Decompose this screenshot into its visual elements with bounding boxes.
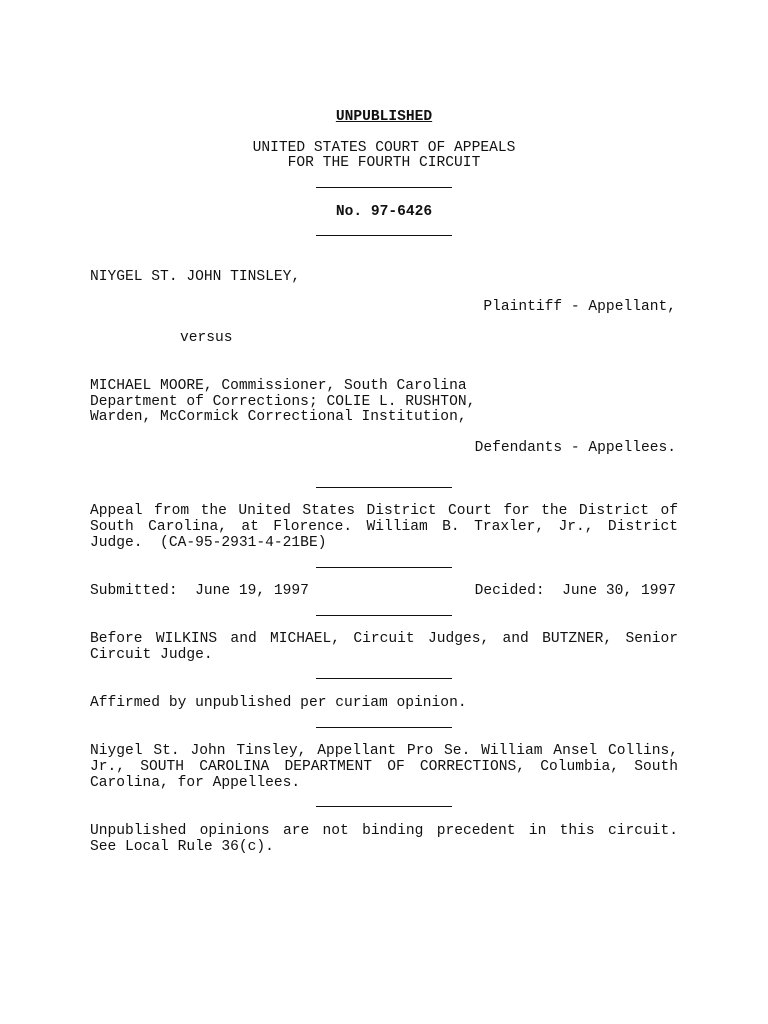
appeal-line1: Appeal from the United States District Court for the District of — [90, 503, 678, 519]
disposition-text: Affirmed by unpublished per curiam opinion. — [90, 695, 467, 711]
court-name-line2: FOR THE FOURTH CIRCUIT — [287, 155, 481, 171]
defendants-line2: Department of Corrections; COLIE L. RUSHTON, — [90, 394, 476, 410]
unpublished-heading: UNPUBLISHED — [335, 109, 433, 125]
divider-rule — [316, 615, 452, 616]
decided-date: Decided: June 30, 1997 — [474, 583, 676, 599]
panel-paragraph — [90, 631, 678, 663]
defendants-role: Defendants - Appellees. — [474, 440, 676, 456]
defendants-line3: Warden, McCormick Correctional Institution, — [90, 409, 467, 425]
divider-rule — [316, 235, 452, 236]
appeal-line2: South Carolina, at Florence. William B. Traxler, Jr., District — [90, 519, 678, 535]
plaintiff-name: NIYGEL ST. JOHN TINSLEY, — [90, 269, 301, 285]
counsel-line1: Niygel St. John Tinsley, Appellant Pro Se. William Ansel Collins, — [90, 743, 678, 759]
divider-rule — [316, 727, 452, 728]
notice-line2: See Local Rule 36(c). — [90, 839, 274, 855]
panel-line2: Circuit Judge. — [90, 647, 213, 663]
appeal-line3: Judge. (CA-95-2931-4-21BE) — [90, 535, 327, 551]
defendants-line1: MICHAEL MOORE, Commissioner, South Carolina — [90, 378, 467, 394]
appeal-paragraph — [90, 503, 678, 551]
submitted-date: Submitted: June 19, 1997 — [90, 583, 309, 599]
panel-line1: Before WILKINS and MICHAEL, Circuit Judges, and BUTZNER, Senior — [90, 631, 678, 647]
divider-rule — [316, 187, 452, 188]
counsel-line3: Carolina, for Appellees. — [90, 775, 301, 791]
court-name-line1: UNITED STATES COURT OF APPEALS — [252, 140, 516, 156]
divider-rule — [316, 678, 452, 679]
counsel-line2: Jr., SOUTH CAROLINA DEPARTMENT OF CORRECTIONS, Columbia, South — [90, 759, 678, 775]
versus-label: versus — [180, 330, 233, 346]
notice-paragraph — [90, 823, 678, 855]
counsel-paragraph — [90, 743, 678, 791]
plaintiff-role: Plaintiff - Appellant, — [483, 299, 676, 315]
notice-line1: Unpublished opinions are not binding precedent in this circuit. — [90, 823, 678, 839]
case-number: No. 97-6426 — [335, 204, 433, 220]
divider-rule — [316, 487, 452, 488]
divider-rule — [316, 567, 452, 568]
divider-rule — [316, 806, 452, 807]
